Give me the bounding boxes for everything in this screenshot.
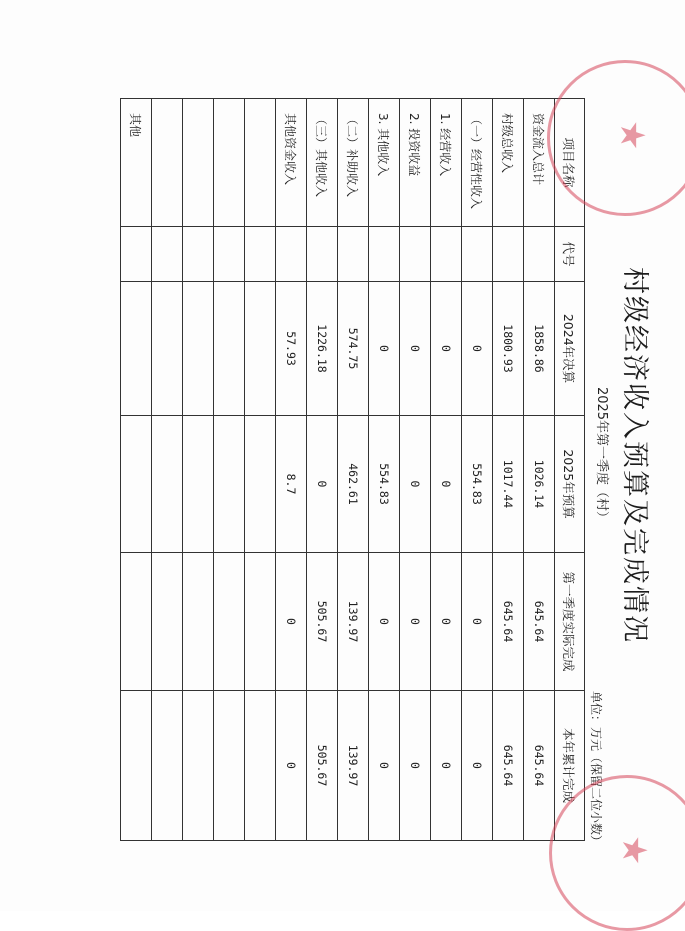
row-ytd	[152, 691, 183, 841]
table-row	[462, 99, 493, 841]
row-code	[276, 227, 307, 282]
header-code: 代号	[555, 227, 585, 282]
row-2025-budget: 8.7	[276, 416, 307, 553]
row-code	[431, 227, 462, 282]
row-ytd	[245, 691, 276, 841]
table-row	[152, 99, 183, 841]
table-row	[214, 99, 245, 841]
row-code	[400, 227, 431, 282]
row-code	[462, 227, 493, 282]
table-row	[338, 99, 369, 841]
unit-note: 单位：万元（保留二位小数）	[589, 690, 603, 847]
row-q1-actual: 139.97	[338, 553, 369, 691]
row-ytd: 645.64	[524, 691, 555, 841]
row-2025-budget: 462.61	[338, 416, 369, 553]
row-ytd: 0	[369, 691, 400, 841]
row-code	[493, 227, 524, 282]
row-2024-final	[214, 282, 245, 416]
row-q1-actual	[183, 553, 214, 691]
row-q1-actual: 0	[462, 553, 493, 691]
row-2024-final	[245, 282, 276, 416]
row-2025-budget: 554.83	[369, 416, 400, 553]
seal-star-icon: ★	[614, 835, 654, 866]
row-code	[369, 227, 400, 282]
table-row	[276, 99, 307, 841]
row-q1-actual: 0	[431, 553, 462, 691]
row-q1-actual	[214, 553, 245, 691]
row-ytd: 0	[431, 691, 462, 841]
row-item-name: （二）补助收入	[338, 99, 369, 227]
row-q1-actual: 0	[276, 553, 307, 691]
row-q1-actual: 0	[400, 553, 431, 691]
row-2024-final	[183, 282, 214, 416]
row-ytd: 139.97	[338, 691, 369, 841]
row-2024-final: 1800.93	[493, 282, 524, 416]
row-q1-actual: 0	[369, 553, 400, 691]
header-ytd: 本年累计完成	[555, 691, 585, 841]
header-2025-budget: 2025年预算	[555, 416, 585, 553]
row-ytd: 0	[400, 691, 431, 841]
row-ytd: 645.64	[493, 691, 524, 841]
row-2025-budget: 0	[431, 416, 462, 553]
row-item-name	[245, 99, 276, 227]
row-2025-budget: 0	[400, 416, 431, 553]
row-2024-final: 0	[431, 282, 462, 416]
row-code	[245, 227, 276, 282]
row-code	[214, 227, 245, 282]
row-item-name	[183, 99, 214, 227]
row-2024-final: 0	[369, 282, 400, 416]
table-row	[400, 99, 431, 841]
row-2024-final: 0	[400, 282, 431, 416]
row-item-name	[152, 99, 183, 227]
row-2024-final: 1226.18	[307, 282, 338, 416]
row-2024-final	[152, 282, 183, 416]
row-2024-final: 574.75	[338, 282, 369, 416]
row-ytd: 505.67	[307, 691, 338, 841]
row-code	[121, 227, 152, 282]
table-row	[245, 99, 276, 841]
row-q1-actual	[245, 553, 276, 691]
row-item-name: 1. 经营收入	[431, 99, 462, 227]
row-2025-budget: 1017.44	[493, 416, 524, 553]
row-item-name: 2. 投资收益	[400, 99, 431, 227]
row-code	[338, 227, 369, 282]
income-table	[120, 98, 585, 841]
row-q1-actual: 645.64	[493, 553, 524, 691]
seal-star-icon: ★	[612, 120, 652, 151]
row-code	[183, 227, 214, 282]
row-2025-budget	[152, 416, 183, 553]
seal-stamp-partial	[549, 775, 685, 931]
table-row	[307, 99, 338, 841]
row-2025-budget	[214, 416, 245, 553]
row-ytd	[183, 691, 214, 841]
row-item-name: 其他	[121, 99, 152, 227]
row-ytd: 0	[462, 691, 493, 841]
row-item-name: 资金流入总计	[524, 99, 555, 227]
table-header-row	[555, 99, 585, 841]
row-2024-final: 1858.86	[524, 282, 555, 416]
row-ytd: 0	[276, 691, 307, 841]
header-q1-actual: 第一季度实际完成	[555, 553, 585, 691]
document-title: 村级经济收入预算及完成情况	[619, 267, 650, 644]
row-2025-budget	[121, 416, 152, 553]
table-row	[524, 99, 555, 841]
table-row	[121, 99, 152, 841]
row-code	[307, 227, 338, 282]
table-row	[493, 99, 524, 841]
row-code	[524, 227, 555, 282]
row-q1-actual: 645.64	[524, 553, 555, 691]
row-item-name: （三）其他收入	[307, 99, 338, 227]
row-item-name: 村级总收入	[493, 99, 524, 227]
row-2024-final	[121, 282, 152, 416]
row-q1-actual: 505.67	[307, 553, 338, 691]
row-q1-actual	[121, 553, 152, 691]
row-code	[152, 227, 183, 282]
row-item-name: （一）经营性收入	[462, 99, 493, 227]
row-2024-final: 57.93	[276, 282, 307, 416]
row-item-name: 3. 其他收入	[369, 99, 400, 227]
table-row	[431, 99, 462, 841]
table-row	[369, 99, 400, 841]
row-item-name: 其他资金收入	[276, 99, 307, 227]
table-row	[183, 99, 214, 841]
row-q1-actual	[152, 553, 183, 691]
row-2025-budget: 554.83	[462, 416, 493, 553]
document-subtitle: 2025年第一季度（村）	[594, 386, 609, 525]
header-item-name: 项目名称	[555, 99, 585, 227]
row-2025-budget: 0	[307, 416, 338, 553]
row-item-name	[214, 99, 245, 227]
row-2025-budget	[245, 416, 276, 553]
row-2024-final: 0	[462, 282, 493, 416]
row-ytd	[121, 691, 152, 841]
header-2024-final: 2024年决算	[555, 282, 585, 416]
row-2025-budget: 1026.14	[524, 416, 555, 553]
row-2025-budget	[183, 416, 214, 553]
row-ytd	[214, 691, 245, 841]
